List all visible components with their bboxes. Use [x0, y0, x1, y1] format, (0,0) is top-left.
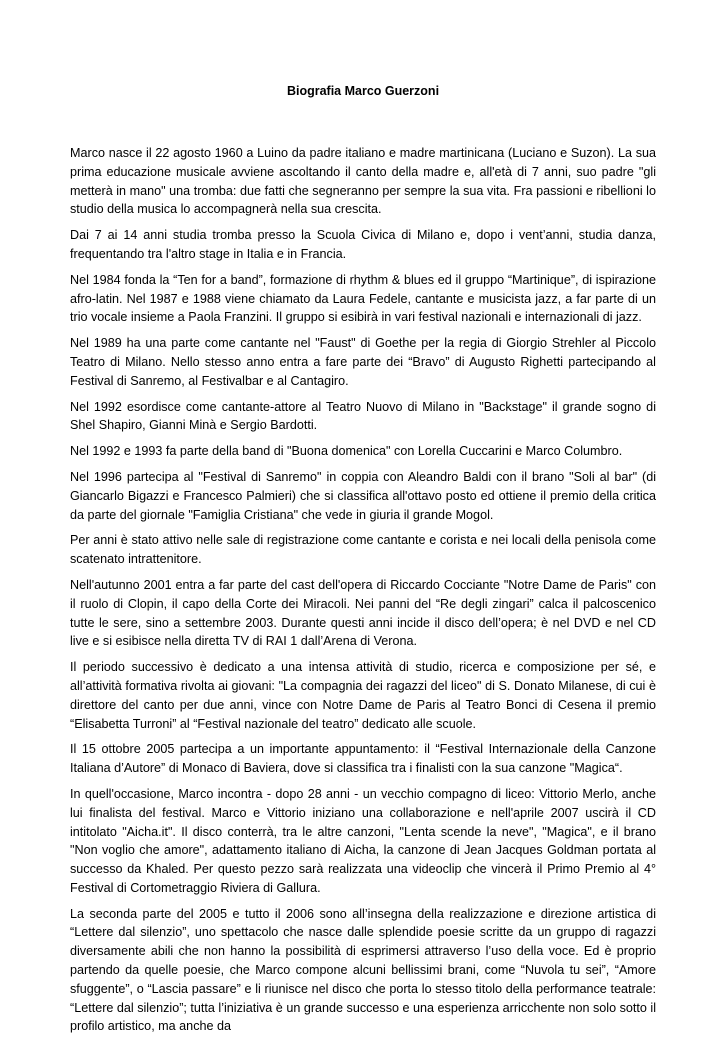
document-page — [70, 84, 656, 1043]
paragraph-2001: Nell'autunno 2001 entra a far parte del cast dell'opera di Riccardo Cocciante "Notre Dame de Paris" con il ruolo di Clopin, il capo della Corte dei Miracoli. Nei panni del “Re degli zingari” calca il palcoscenico tutte le sere, sino a settembre 2003. Durante questi anni incide il disco dell’opera; è nel DVD e nel CD live e si esibisce nella diretta TV di RAI 1 dall’Arena di Verona. — [70, 577, 656, 649]
paragraph-studies: Dai 7 ai 14 anni studia tromba presso la Scuola Civica di Milano e, dopo i vent’anni, studia danza, frequentando tra l'altro stage in Italia e in Francia. — [70, 228, 656, 261]
paragraph-1992-backstage: Nel 1992 esordisce come cantante-attore al Teatro Nuovo di Milano in "Backstage" il grande sogno di Shel Shapiro, Gianni Minà e Sergio Bardotti. — [70, 399, 656, 433]
paragraph-birth: Marco nasce il 22 agosto 1960 a Luino da padre italiano e madre martinicana (Luciano e Suzon). La sua prima educazione musicale avviene ascoltando il canto della madre e, all'età di 7 anni, suo padre "gli metterà in mano" una tromba: due fatti che segneranno per sempre la sua vita. Fra passioni e ribellioni lo studio della musica lo accompagnerà nella sua crescita. — [70, 146, 656, 217]
paragraph-training: Il periodo successivo è dedicato a una intensa attività di studio, ricerca e composizione per sé, e all’attività formativa rivolta ai giovani: "La compagnia dei ragazzi del liceo" di S. Donato Milanese, di cui è direttore del canto per due anni, vince con Notre Dame de Paris al Teatro Bonci di Cesena il premio “Elisabetta Turroni” al “Festival nazionale del teatro” dedicato alle scuole. — [70, 660, 656, 731]
paragraph-1984: Nel 1984 fonda la “Ten for a band”, formazione di rhythm & blues ed il gruppo “Martinique”, di ispirazione afro-latin. Nel 1987 e 1988 viene chiamato da Laura Fedele, cantante e musicista jazz, a far parte di un trio vocale insieme a Paola Franzini. Il gruppo si esibirà in vari festival nazionali e internazionali di jazz. — [70, 272, 656, 325]
paragraph-session-work: Per anni è stato attivo nelle sale di registrazione come cantante e corista e nei locali della penisola come scatenato intrattenitore. — [70, 533, 656, 567]
page-title: Biografia Marco Guerzoni — [286, 84, 440, 98]
paragraph-1992-domenica: Nel 1992 e 1993 fa parte della band di "Buona domenica" con Lorella Cuccarini e Marco Columbro. — [70, 444, 623, 459]
paragraph-aicha: In quell'occasione, Marco incontra - dopo 28 anni - un vecchio compagno di liceo: Vittorio Merlo, anche lui finalista del festival. Marco e Vittorio iniziano una collaborazione e nell'aprile 2007 uscirà il CD intitolato "Aicha.it". Il disco conterrà, tra le altre canzoni, "Lenta scende la neve", "Magica", e il brano "Non voglio che amore", adattamento italiano di Aicha, la canzone di Jean Jacques Goldman portata al successo da Khaled. Per questo pezzo sarà realizzata una videoclip che vincerà il Primo Premio al 4° Festival di Cortometraggio Riviera di Gallura. — [70, 786, 656, 895]
paragraph-1996: Nel 1996 partecipa al "Festival di Sanremo" in coppia con Aleandro Baldi con il brano "Soli al bar" (di Giancarlo Bigazzi e Francesco Palmieri) che si classifica all'ottavo posto ed ottiene il premio della critica da parte del giornale "Famiglia Cristiana" che vede in giuria il grande Mogol. — [70, 469, 656, 522]
paragraph-2005-festival: Il 15 ottobre 2005 partecipa a un importante appuntamento: il “Festival Internazionale della Canzone Italiana d’Autore” di Monaco di Baviera, dove si classifica tra i finalisti con la sua canzone "Magica“. — [70, 742, 656, 776]
paragraph-lettere: La seconda parte del 2005 e tutto il 2006 sono all’insegna della realizzazione e direzione artistica di “Lettere dal silenzio”, uno spettacolo che nasce dalle splendide poesie scritte da un gruppo di ragazzi diversamente abili che non hanno la possibilità di esprimersi attraverso l’uso della voce. Ed è proprio partendo da quelle poesie, che Marco compone alcuni bellissimi brani, come “Nuvola tu sei”, “Amore sfuggente”, o “Lascia passare” e li riunisce nel disco che porta lo stesso titolo della performance teatrale: “Lettere dal silenzio”; tutta l’iniziativa è un grande successo e una esperienza arricchente non solo sotto il profilo artistico, ma anche da — [70, 906, 656, 1034]
paragraph-1989: Nel 1989 ha una parte come cantante nel "Faust" di Goethe per la regia di Giorgio Strehler al Piccolo Teatro di Milano. Nello stesso anno entra a fare parte dei “Bravo” di Augusto Righetti partecipando al Festival di Sanremo, al Festivalbar e al Cantagiro. — [70, 336, 656, 388]
